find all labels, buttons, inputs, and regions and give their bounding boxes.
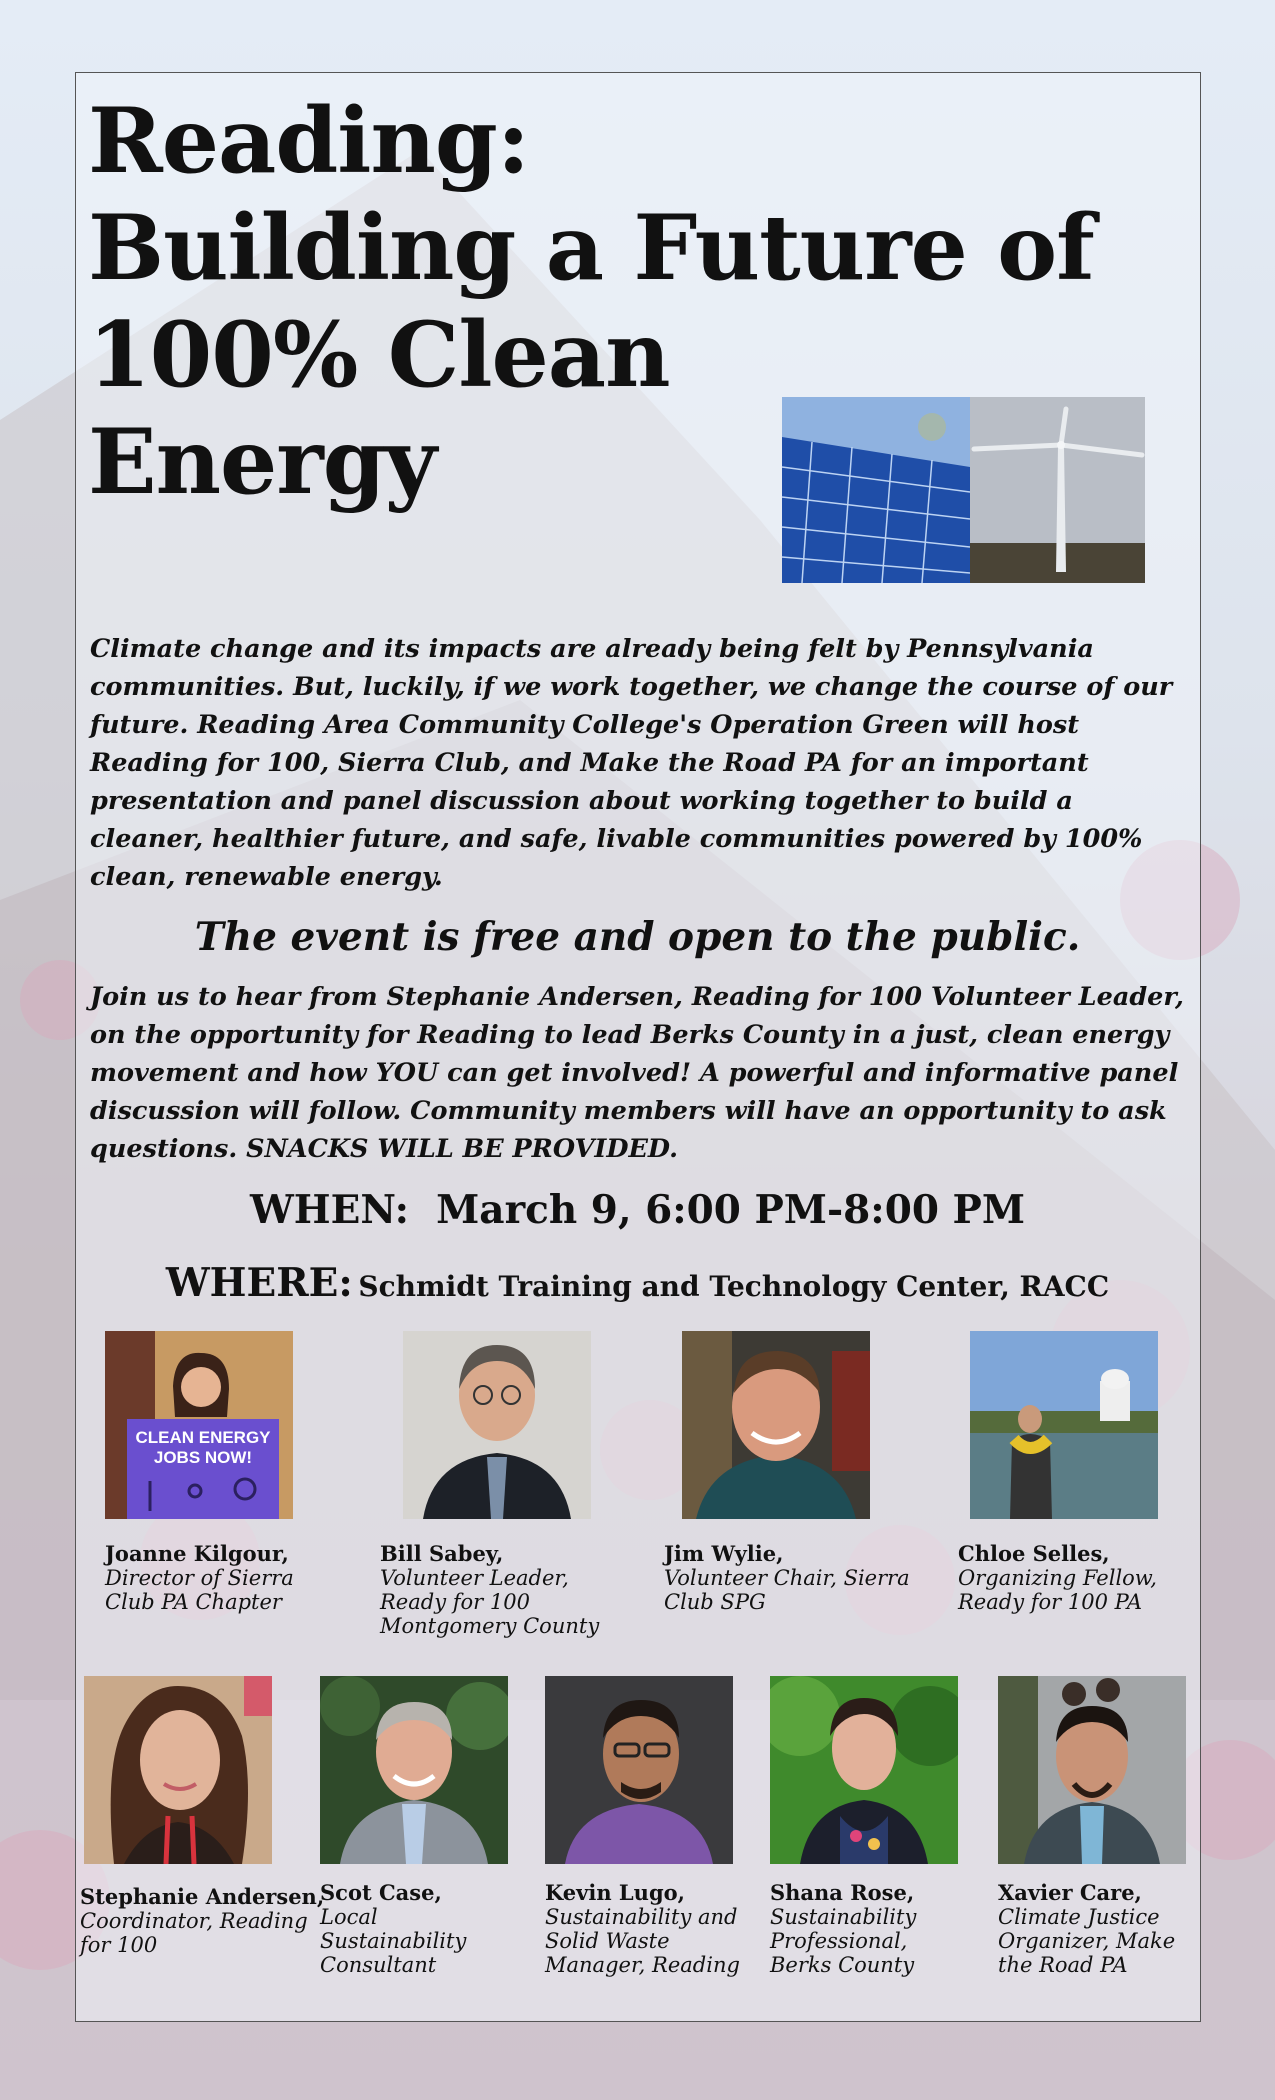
speaker-name: Jim Wylie, (664, 1541, 784, 1566)
speaker-name: Bill Sabey, (380, 1541, 504, 1566)
where-value: Schmidt Training and Technology Center, RACC (358, 1270, 1110, 1303)
title-line: Building a Future of (88, 195, 1094, 301)
speaker-role: Volunteer Leader, Ready for 100 Montgomery County (380, 1566, 600, 1638)
speaker-photo (545, 1676, 733, 1864)
speaker-name: Joanne Kilgour, (105, 1541, 289, 1566)
speaker-card (380, 1331, 640, 1638)
speaker-photo (770, 1676, 958, 1864)
speaker-name: Kevin Lugo, (545, 1880, 685, 1905)
speaker-card (545, 1676, 750, 1977)
speaker-card (958, 1331, 1178, 1614)
speaker-name: Stephanie Andersen, (80, 1884, 325, 1909)
speaker-role: Sustainability and Solid Waste Manager, Reading (545, 1905, 740, 1977)
speaker-role: Volunteer Chair, Sierra Club SPG (664, 1566, 910, 1614)
free-event-line: The event is free and open to the public. (194, 914, 1081, 960)
speaker-role: Local Sustainability Consultant (320, 1905, 467, 1977)
speaker-name: Scot Case, (320, 1880, 442, 1905)
speaker-card (664, 1331, 914, 1614)
speaker-role: Director of Sierra Club PA Chapter (105, 1566, 294, 1614)
speaker-card (998, 1676, 1188, 1977)
speaker-photo (682, 1331, 870, 1519)
speaker-photo (105, 1331, 293, 1519)
speaker-role: Coordinator, Reading for 100 (80, 1909, 308, 1957)
wind-turbine-image (970, 397, 1145, 583)
speaker-card (105, 1331, 295, 1614)
event-when: WHEN: March 9, 6:00 PM-8:00 PM (249, 1187, 1026, 1233)
speaker-photo (84, 1676, 272, 1864)
sign-text: CLEAN ENERGY (135, 1428, 271, 1447)
speaker-role: Organizing Fellow, Ready for 100 PA (958, 1566, 1157, 1614)
where-label: WHERE: (165, 1260, 353, 1306)
speaker-photo (320, 1676, 508, 1864)
speaker-role: Climate Justice Organizer, Make the Road PA (998, 1905, 1176, 1977)
intro-paragraph: Climate change and its impacts are already being felt by Pennsylvania communities. But, luckily, if we work together, we change the course of our future. Reading Area Community College's Operation Green will host Reading for 100, Sierra Club, and Make the Road PA for an important presentation and panel discussion about working together to build a cleaner, healthier future, and safe, livable communities powered by 100% clean, renewable energy. (90, 634, 1173, 892)
speaker-role: Sustainability Professional, Berks County (770, 1905, 917, 1977)
title-line: Energy (88, 409, 436, 515)
solar-panel-image (782, 397, 970, 583)
event-where (0, 1260, 1275, 1306)
speaker-card (320, 1676, 510, 1977)
speaker-name: Shana Rose, (770, 1880, 915, 1905)
sign-text: JOBS NOW! (153, 1448, 253, 1467)
speaker-photo (970, 1331, 1158, 1519)
title-line: Reading: (88, 88, 530, 194)
speaker-card (770, 1676, 958, 1977)
join-paragraph: Join us to hear from Stephanie Andersen, Reading for 100 Volunteer Leader, on the opportunity for Reading to lead Berks County in a just, clean energy movement and how YOU can get involved! A powerful and informative panel discussion will follow. Community members will have an opportunity to ask questions. SNACKS WILL BE PROVIDED. (90, 982, 1184, 1164)
speaker-photo (998, 1676, 1186, 1864)
speaker-card (80, 1676, 325, 1957)
speaker-name: Chloe Selles, (958, 1541, 1110, 1566)
speaker-name: Xavier Care, (998, 1880, 1142, 1905)
renewable-energy-photo (782, 397, 1145, 583)
title-line: 100% Clean (88, 302, 670, 408)
speaker-photo (403, 1331, 591, 1519)
